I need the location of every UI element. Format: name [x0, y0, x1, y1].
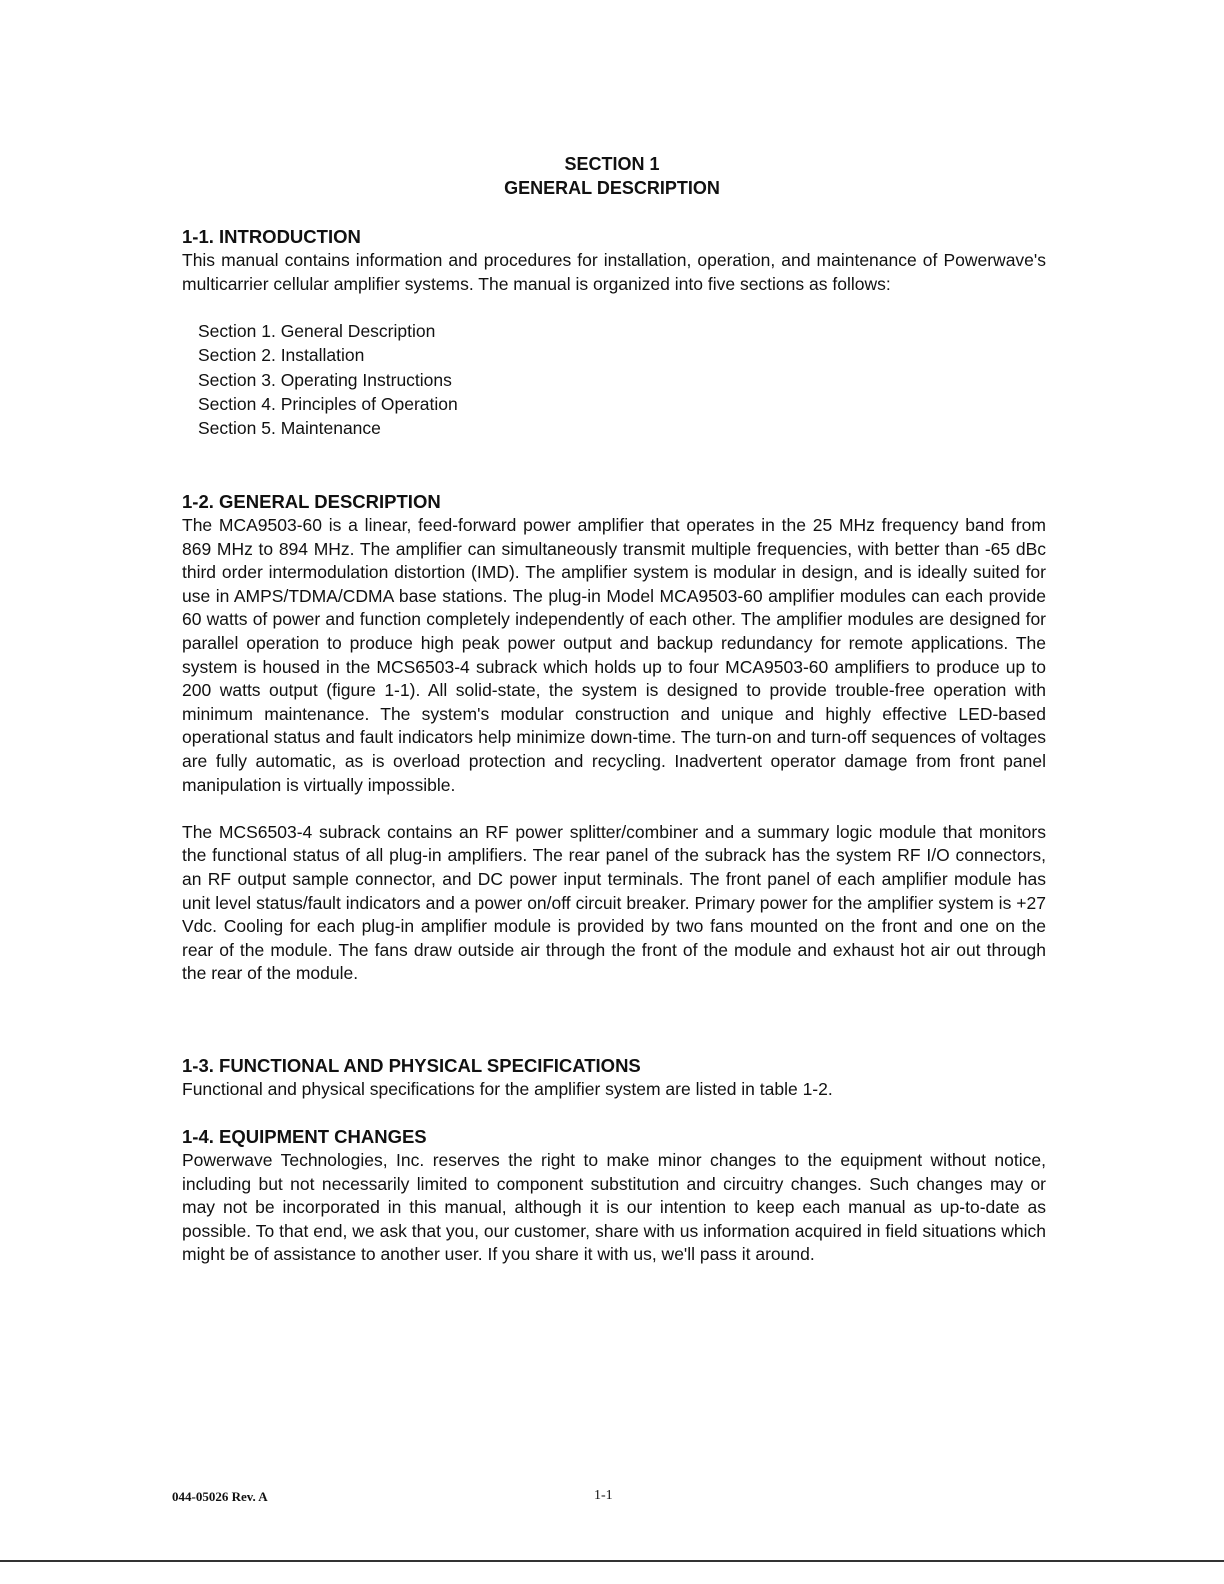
section-title: GENERAL DESCRIPTION: [504, 178, 720, 198]
list-item: Section 4. Principles of Operation: [198, 393, 458, 414]
page-heading: [0, 152, 1224, 200]
section-heading: 1-2. GENERAL DESCRIPTION: [182, 491, 441, 512]
page-number: 1-1: [594, 1488, 613, 1503]
section-general-description: [182, 490, 1046, 986]
section-number: SECTION 1: [564, 154, 660, 174]
list-item: Section 5. Maintenance: [198, 418, 381, 438]
section-heading: 1-4. EQUIPMENT CHANGES: [182, 1126, 427, 1147]
section-specifications: [182, 1054, 1046, 1102]
section-equipment-changes: [182, 1125, 1046, 1267]
list-item: Section 1. General Description: [198, 321, 436, 342]
section-introduction: [182, 225, 1046, 440]
paragraph: Powerwave Technologies, Inc. reserves the right to make minor changes to the equipment without notice, including but not necessarily limited to component substitution and circuitry changes. Such changes may or may not be incorporated in this manual, although it is our intention to keep each manual as up-to-date as possible. To that end, we ask that you, our customer, share with us information acquired in field situations which might be of assistance to another user. If you share it with us, we'll pass it around.: [182, 1150, 1046, 1265]
paragraph: Functional and physical specifications for the amplifier system are listed in table 1-2.: [182, 1079, 833, 1099]
paragraph: This manual contains information and procedures for installation, operation, and maintenance of Powerwave's multicarrier cellular amplifier systems. The manual is organized into five sections as follows:: [182, 250, 1046, 294]
paragraph: The MCA9503-60 is a linear, feed-forward power amplifier that operates in the 25 MHz frequency band from 869 MHz to 894 MHz. The amplifier can simultaneously transmit multiple frequencies, with better than -65 dBc third order intermodulation distortion (IMD). The amplifier system is modular in design, and is ideally suited for use in AMPS/TDMA/CDMA base stations. The plug-in Model MCA9503-60 amplifier modules can each provide 60 watts of power and function completely independently of each other. The amplifier modules are designed for parallel operation to produce high peak power output and backup redundancy for remote applications. The system is housed in the MCS6503-4 subrack which holds up to four MCA9503-60 amplifiers to produce up to 200 watts output (figure 1-1). All solid-state, the system is designed to provide trouble-free operation with minimum maintenance. The system's modular construction and unique and highly effective LED-based operational status and fault indicators help minimize down-time. The turn-on and turn-off sequences of voltages are fully automatic, as is overload protection and recycling. Inadvertent operator damage from front panel manipulation is virtually impossible.: [182, 515, 1046, 795]
bottom-divider: [0, 1560, 1224, 1562]
list-item: Section 2. Installation: [198, 345, 365, 366]
paragraph: The MCS6503-4 subrack contains an RF power splitter/combiner and a summary logic module that monitors the functional status of all plug-in amplifiers. The rear panel of the subrack has the system RF I/O connectors, an RF output sample connector, and DC power input terminals. The front panel of each amplifier module has unit level status/fault indicators and a power on/off circuit breaker. Primary power for the amplifier system is +27 Vdc. Cooling for each plug-in amplifier module is provided by two fans mounted on the front and one on the rear of the module. The fans draw outside air through the front of the module and exhaust hot air out through the rear of the module.: [182, 821, 1046, 984]
list-item: Section 3. Operating Instructions: [198, 369, 452, 390]
document-number: 044-05026 Rev. A: [172, 1489, 268, 1504]
section-heading: 1-1. INTRODUCTION: [182, 226, 361, 247]
section-list: [182, 319, 1046, 440]
section-heading: 1-3. FUNCTIONAL AND PHYSICAL SPECIFICATIONS: [182, 1055, 641, 1076]
